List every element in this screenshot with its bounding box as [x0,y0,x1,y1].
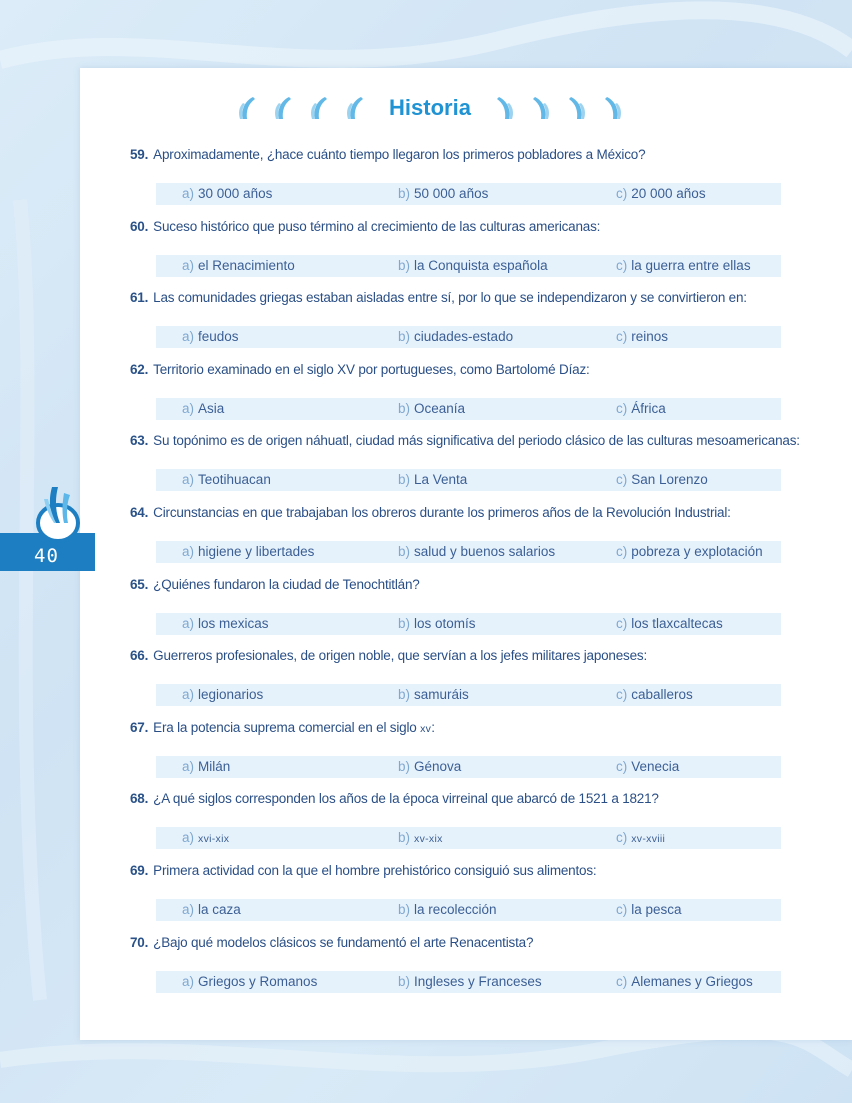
question-number: 70. [130,934,149,950]
option-a[interactable] [182,974,317,989]
option-c[interactable] [616,759,679,774]
question-item [130,720,790,792]
right-leaf-icon [603,95,625,121]
option-letter: c) [616,830,628,846]
question-text: ¿Bajo qué modelos clásicos se fundamentó el arte Renacentista? [153,934,534,950]
question-text: Su topónimo es de origen náhuatl, ciudad más significativa del periodo clásico de las culturas mesoamericanas: [153,433,800,449]
question-number: 61. [130,290,149,306]
option-text: Alemanes y Griegos [631,973,753,989]
answer-options [156,613,781,635]
answer-options [156,827,781,849]
option-letter: a) [182,758,195,774]
option-text: xv-xviii [631,833,666,846]
question-text: Circunstancias en que trabajaban los obreros durante los primeros años de la Revolución Industrial: [153,504,731,520]
option-text: salud y buenos salarios [414,543,556,559]
question-number: 64. [130,504,149,520]
question-line [130,290,747,305]
question-number: 62. [130,361,149,377]
question-line [130,147,645,162]
option-letter: a) [182,257,195,273]
option-c[interactable] [616,687,693,702]
question-number: 63. [130,433,149,449]
option-c[interactable] [616,472,708,487]
option-text: Ingleses y Franceses [414,973,542,989]
answer-options [156,255,781,277]
option-letter: b) [398,257,411,273]
option-text: legionarios [198,687,264,703]
right-leaf-icon [495,95,517,121]
option-text: feudos [198,329,239,345]
option-text: la pesca [631,901,682,917]
option-a[interactable] [182,830,229,845]
answer-options [156,756,781,778]
option-letter: c) [616,758,628,774]
question-text: ¿Quiénes fundaron la ciudad de Tenochtitlán? [153,576,420,592]
question-line [130,935,533,950]
option-c[interactable] [616,544,763,559]
option-text: Asia [198,400,225,416]
option-c[interactable] [616,258,751,273]
option-text: Griegos y Romanos [198,973,318,989]
answer-options [156,541,781,563]
small-caps-century: xv [420,722,432,735]
option-c[interactable] [616,186,706,201]
option-letter: a) [182,830,195,846]
option-text: el Renacimiento [198,257,295,273]
option-a[interactable] [182,759,230,774]
option-text: Venecia [631,758,680,774]
option-letter: a) [182,400,195,416]
option-text: la Conquista española [414,257,548,273]
option-text: ciudades-estado [414,329,514,345]
left-leaf-icon [343,95,365,121]
option-letter: c) [616,901,628,917]
option-c[interactable] [616,830,665,845]
option-a[interactable] [182,329,239,344]
option-b[interactable] [398,759,461,774]
option-letter: b) [398,472,411,488]
option-letter: c) [616,687,628,703]
option-b[interactable] [398,186,488,201]
question-line [130,362,590,377]
option-text: los otomís [414,615,476,631]
option-a[interactable] [182,186,272,201]
question-number: 65. [130,576,149,592]
question-text: Las comunidades griegas estaban aisladas entre sí, por lo que se independizaron y se convirtieron en: [153,290,747,306]
fountain-emblem-icon [30,483,86,543]
option-b[interactable] [398,401,465,416]
page-number: 40 [34,545,59,567]
option-text: 50 000 años [414,186,489,201]
option-letter: b) [398,615,411,631]
option-letter: b) [398,329,411,345]
option-a[interactable] [182,616,269,631]
option-b[interactable] [398,472,467,487]
question-text: ¿A qué siglos corresponden los años de la época virreinal que abarcó de 1521 a 1821? [153,791,659,807]
question-number: 69. [130,862,149,878]
option-b[interactable] [398,329,513,344]
question-text-end: : [431,719,435,735]
option-letter: c) [616,257,628,273]
option-letter: c) [616,615,628,631]
option-b[interactable] [398,544,555,559]
question-item [130,935,790,1007]
question-text: Territorio examinado en el siglo XV por portugueses, como Bartolomé Díaz: [153,361,590,377]
option-text: xvi-xix [198,833,230,846]
question-line [130,433,800,448]
option-letter: b) [398,186,411,201]
left-leaf-icon [271,95,293,121]
question-text: Primera actividad con la que el hombre prehistórico consiguió sus alimentos: [153,862,597,878]
option-text: La Venta [414,472,468,488]
option-b[interactable] [398,258,548,273]
option-c[interactable] [616,902,682,917]
option-letter: a) [182,186,195,201]
option-text: pobreza y explotación [631,543,763,559]
question-text: Guerreros profesionales, de origen noble, que servían a los jefes militares japoneses: [153,648,648,664]
option-b[interactable] [398,687,469,702]
question-item [130,147,790,219]
option-a[interactable] [182,544,314,559]
question-line [130,505,731,520]
question-text: Suceso histórico que puso término al crecimiento de las culturas americanas: [153,218,601,234]
option-c[interactable] [616,974,753,989]
question-number: 59. [130,147,149,162]
option-letter: c) [616,973,628,989]
option-b[interactable] [398,902,497,917]
option-text: 30 000 años [198,186,273,201]
question-item [130,577,790,649]
question-line [130,863,596,878]
option-text: África [631,400,666,416]
question-line [130,219,600,234]
option-text: la caza [198,901,241,917]
option-b[interactable] [398,616,476,631]
option-text: higiene y libertades [198,543,315,559]
option-letter: b) [398,400,411,416]
question-item [130,362,790,434]
question-item [130,505,790,577]
option-text: caballeros [631,687,693,703]
question-item [130,863,790,935]
right-leaf-icon [531,95,553,121]
question-item [130,219,790,291]
option-text: xv-xix [414,833,443,846]
question-line [130,720,435,735]
answer-options [156,971,781,993]
option-c[interactable] [616,329,668,344]
option-text: los mexicas [198,615,269,631]
question-number: 66. [130,648,149,664]
section-title: Historia [389,95,471,120]
option-letter: b) [398,830,411,846]
option-c[interactable] [616,401,666,416]
option-a[interactable] [182,687,263,702]
left-leaf-icon [307,95,329,121]
option-text: los tlaxcaltecas [631,615,723,631]
option-letter: b) [398,901,411,917]
option-letter: a) [182,901,195,917]
question-text: Aproximadamente, ¿hace cuánto tiempo llegaron los primeros pobladores a México? [153,147,646,162]
option-letter: a) [182,329,195,345]
option-letter: c) [616,472,628,488]
option-letter: b) [398,687,411,703]
option-text: reinos [631,329,669,345]
option-text: 20 000 años [631,186,706,201]
option-letter: c) [616,186,628,201]
answer-options [156,684,781,706]
option-b[interactable] [398,974,542,989]
option-a[interactable] [182,258,295,273]
option-letter: a) [182,687,195,703]
option-text: la recolección [414,901,497,917]
option-text: samuráis [414,687,469,703]
option-a[interactable] [182,401,224,416]
option-letter: b) [398,758,411,774]
option-text: Génova [414,758,462,774]
question-item [130,648,790,720]
question-line [130,791,659,806]
option-letter: a) [182,615,195,631]
question-item [130,791,790,863]
question-list [130,147,800,1006]
question-number: 60. [130,218,149,234]
option-letter: c) [616,543,628,559]
question-line [130,648,647,663]
option-letter: b) [398,973,411,989]
option-letter: b) [398,543,411,559]
section-header [80,88,780,128]
option-text: Teotihuacan [198,472,271,488]
left-leaf-icon [235,95,257,121]
option-text: la guerra entre ellas [631,257,751,273]
option-text: Milán [198,758,231,774]
option-a[interactable] [182,472,271,487]
option-letter: c) [616,400,628,416]
answer-options [156,899,781,921]
option-text: Oceanía [414,400,466,416]
option-letter: c) [616,329,628,345]
option-a[interactable] [182,902,241,917]
option-letter: a) [182,543,195,559]
option-b[interactable] [398,830,443,845]
answer-options [156,469,781,491]
option-letter: a) [182,973,195,989]
question-line [130,577,420,592]
option-letter: a) [182,472,195,488]
question-item [130,290,790,362]
right-leaf-icon [567,95,589,121]
answer-options [156,398,781,420]
question-item [130,433,800,505]
option-c[interactable] [616,616,723,631]
answer-options [156,326,781,348]
option-text: San Lorenzo [631,472,708,488]
answer-options [156,183,781,205]
question-number: 68. [130,791,149,807]
question-text: Era la potencia suprema comercial en el siglo [153,719,417,735]
question-number: 67. [130,719,149,735]
